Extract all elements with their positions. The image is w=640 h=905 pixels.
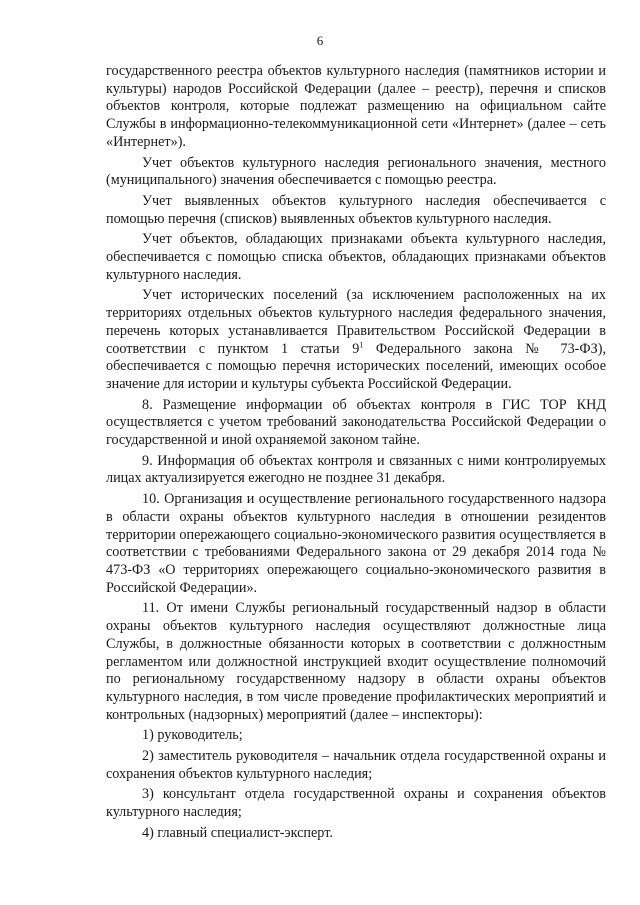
historic-settlements-text-before: Учет исторических поселений (за исключением расположенных на их территориях отдельных объектов культурного наследия федерального значения, перечень которых устанавливается Правительством Российской Федерации в соответствии с пунктом 1 статьи 9 <box>106 287 606 357</box>
list-item-consultant: 3) консультант отдела государственной охраны и сохранения объектов культурного наследия; <box>106 786 606 821</box>
article-superscript: 1 <box>359 339 364 349</box>
page-number: 6 <box>316 33 324 48</box>
list-item-deputy-head: 2) заместитель руководителя – начальник отдела государственной охраны и сохранения объектов культурного наследия; <box>106 748 606 782</box>
paragraph-item-10: 10. Организация и осуществление регионального государственного надзора в области охраны объектов культурного наследия в отношении резидентов территории опережающего социально-экономического развития осуществляется в соответствии с требованиями Федерального закона от 29 декабря 2014 года № 473-ФЗ «О территориях опережающего социально-экономического развития в Российской Федерации». <box>106 491 606 596</box>
paragraph-item-8: 8. Размещение информации об объектах контроля в ГИС ТОР КНД осуществляется с учетом требований законодательства Российской Федерации о государственной и иной охраняемой законом тайне. <box>106 396 606 449</box>
paragraph-regional-objects-accounting: Учет объектов культурного наследия регионального значения, местного (муниципального) значения обеспечивается с помощью реестра. <box>106 154 606 189</box>
paragraph-item-9: 9. Информация об объектах контроля и связанных с ними контролируемых лицах актуализируется ежегодно не позднее 31 декабря. <box>106 452 606 487</box>
paragraph-identified-objects-accounting: Учет выявленных объектов культурного наследия обеспечивается с помощью перечня (списков) выявленных объектов культурного наследия. <box>106 192 606 227</box>
historic-settlements-text-after: Федерального закона № 73-ФЗ), обеспечивается с помощью перечня исторических поселений, имеющих особое значение для истории и культуры субъекта Российской Федерации. <box>106 340 606 392</box>
list-item-head: 1) руководитель; <box>142 727 243 744</box>
paragraph-item-11: 11. От имени Службы региональный государственный надзор в области охраны объектов культурного наследия осуществляют должностные лица Службы, в должностные обязанности которых в соответствии с должностным регламентом или должностной инструкцией входит осуществление полномочий по региональному государственному надзору в области охраны объектов культурного наследия, в том числе проведение профилактических мероприятий и контрольных (надзорных) мероприятий (далее – инспекторы): <box>106 600 606 723</box>
paragraph-objects-with-features-accounting: Учет объектов, обладающих признаками объекта культурного наследия, обеспечивается с помощью списка объектов, обладающих признаками объектов культурного наследия. <box>106 231 606 283</box>
document-body <box>106 63 606 846</box>
list-item-chief-specialist: 4) главный специалист-эксперт. <box>142 824 333 841</box>
paragraph-historic-settlements-accounting <box>106 287 606 393</box>
paragraph-registry-continuation: государственного реестра объектов культурного наследия (памятников истории и культуры) народов Российской Федерации (далее – реестр), перечня и списков объектов контроля, которые подлежат размещению на официальном сайте Службы в информационно-телекоммуникационной сети «Интернет» (далее – сеть «Интернет»). <box>106 63 606 150</box>
